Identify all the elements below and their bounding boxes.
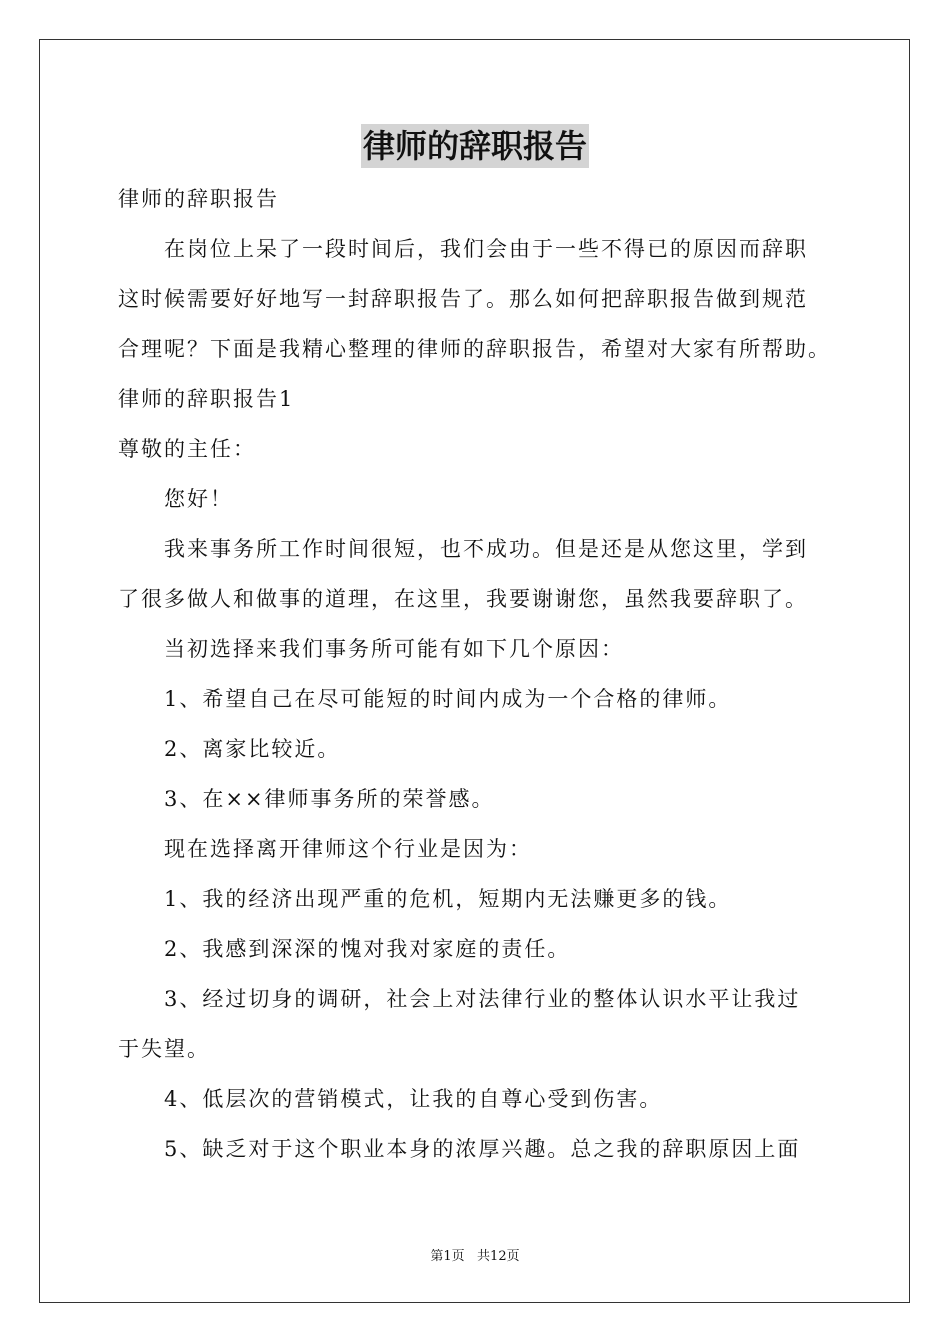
paragraph-line: 我来事务所工作时间很短，也不成功。但是还是从您这里，学到: [164, 537, 808, 561]
paragraph-line: 这时候需要好好地写一封辞职报告了。那么如何把辞职报告做到规范: [118, 287, 808, 311]
page-number-footer: 第1页 共12页: [430, 1249, 520, 1264]
list-item: 1、我的经济出现严重的危机，短期内无法赚更多的钱。: [164, 887, 732, 911]
list-item: 1、希望自己在尽可能短的时间内成为一个合格的律师。: [164, 687, 732, 711]
paragraph-line: 当初选择来我们事务所可能有如下几个原因：: [164, 637, 624, 661]
list-item: 3、经过切身的调研，社会上对法律行业的整体认识水平让我过: [164, 987, 801, 1011]
paragraph-line: 了很多做人和做事的道理，在这里，我要谢谢您，虽然我要辞职了。: [118, 587, 808, 611]
subtitle-line: 律师的辞职报告: [118, 187, 279, 211]
section-heading: 律师的辞职报告1: [118, 387, 295, 411]
title-container: [0, 124, 950, 168]
list-item: 5、缺乏对于这个职业本身的浓厚兴趣。总之我的辞职原因上面: [164, 1137, 801, 1161]
paragraph-line: 合理呢？下面是我精心整理的律师的辞职报告，希望对大家有所帮助。: [118, 337, 831, 361]
list-item-continuation: 于失望。: [118, 1037, 210, 1061]
paragraph-line: 在岗位上呆了一段时间后，我们会由于一些不得已的原因而辞职: [164, 237, 808, 261]
list-item: 2、我感到深深的愧对我对家庭的责任。: [164, 937, 571, 961]
salutation: 尊敬的主任：: [118, 437, 256, 461]
list-item: 2、离家比较近。: [164, 737, 341, 761]
greeting: 您好！: [164, 487, 233, 511]
list-item: 3、在××律师事务所的荣誉感。: [164, 787, 495, 811]
paragraph-line: 现在选择离开律师这个行业是因为：: [164, 837, 532, 861]
list-item: 4、低层次的营销模式，让我的自尊心受到伤害。: [164, 1087, 663, 1111]
document-title: 律师的辞职报告: [361, 124, 589, 168]
page-frame: [39, 39, 910, 1303]
